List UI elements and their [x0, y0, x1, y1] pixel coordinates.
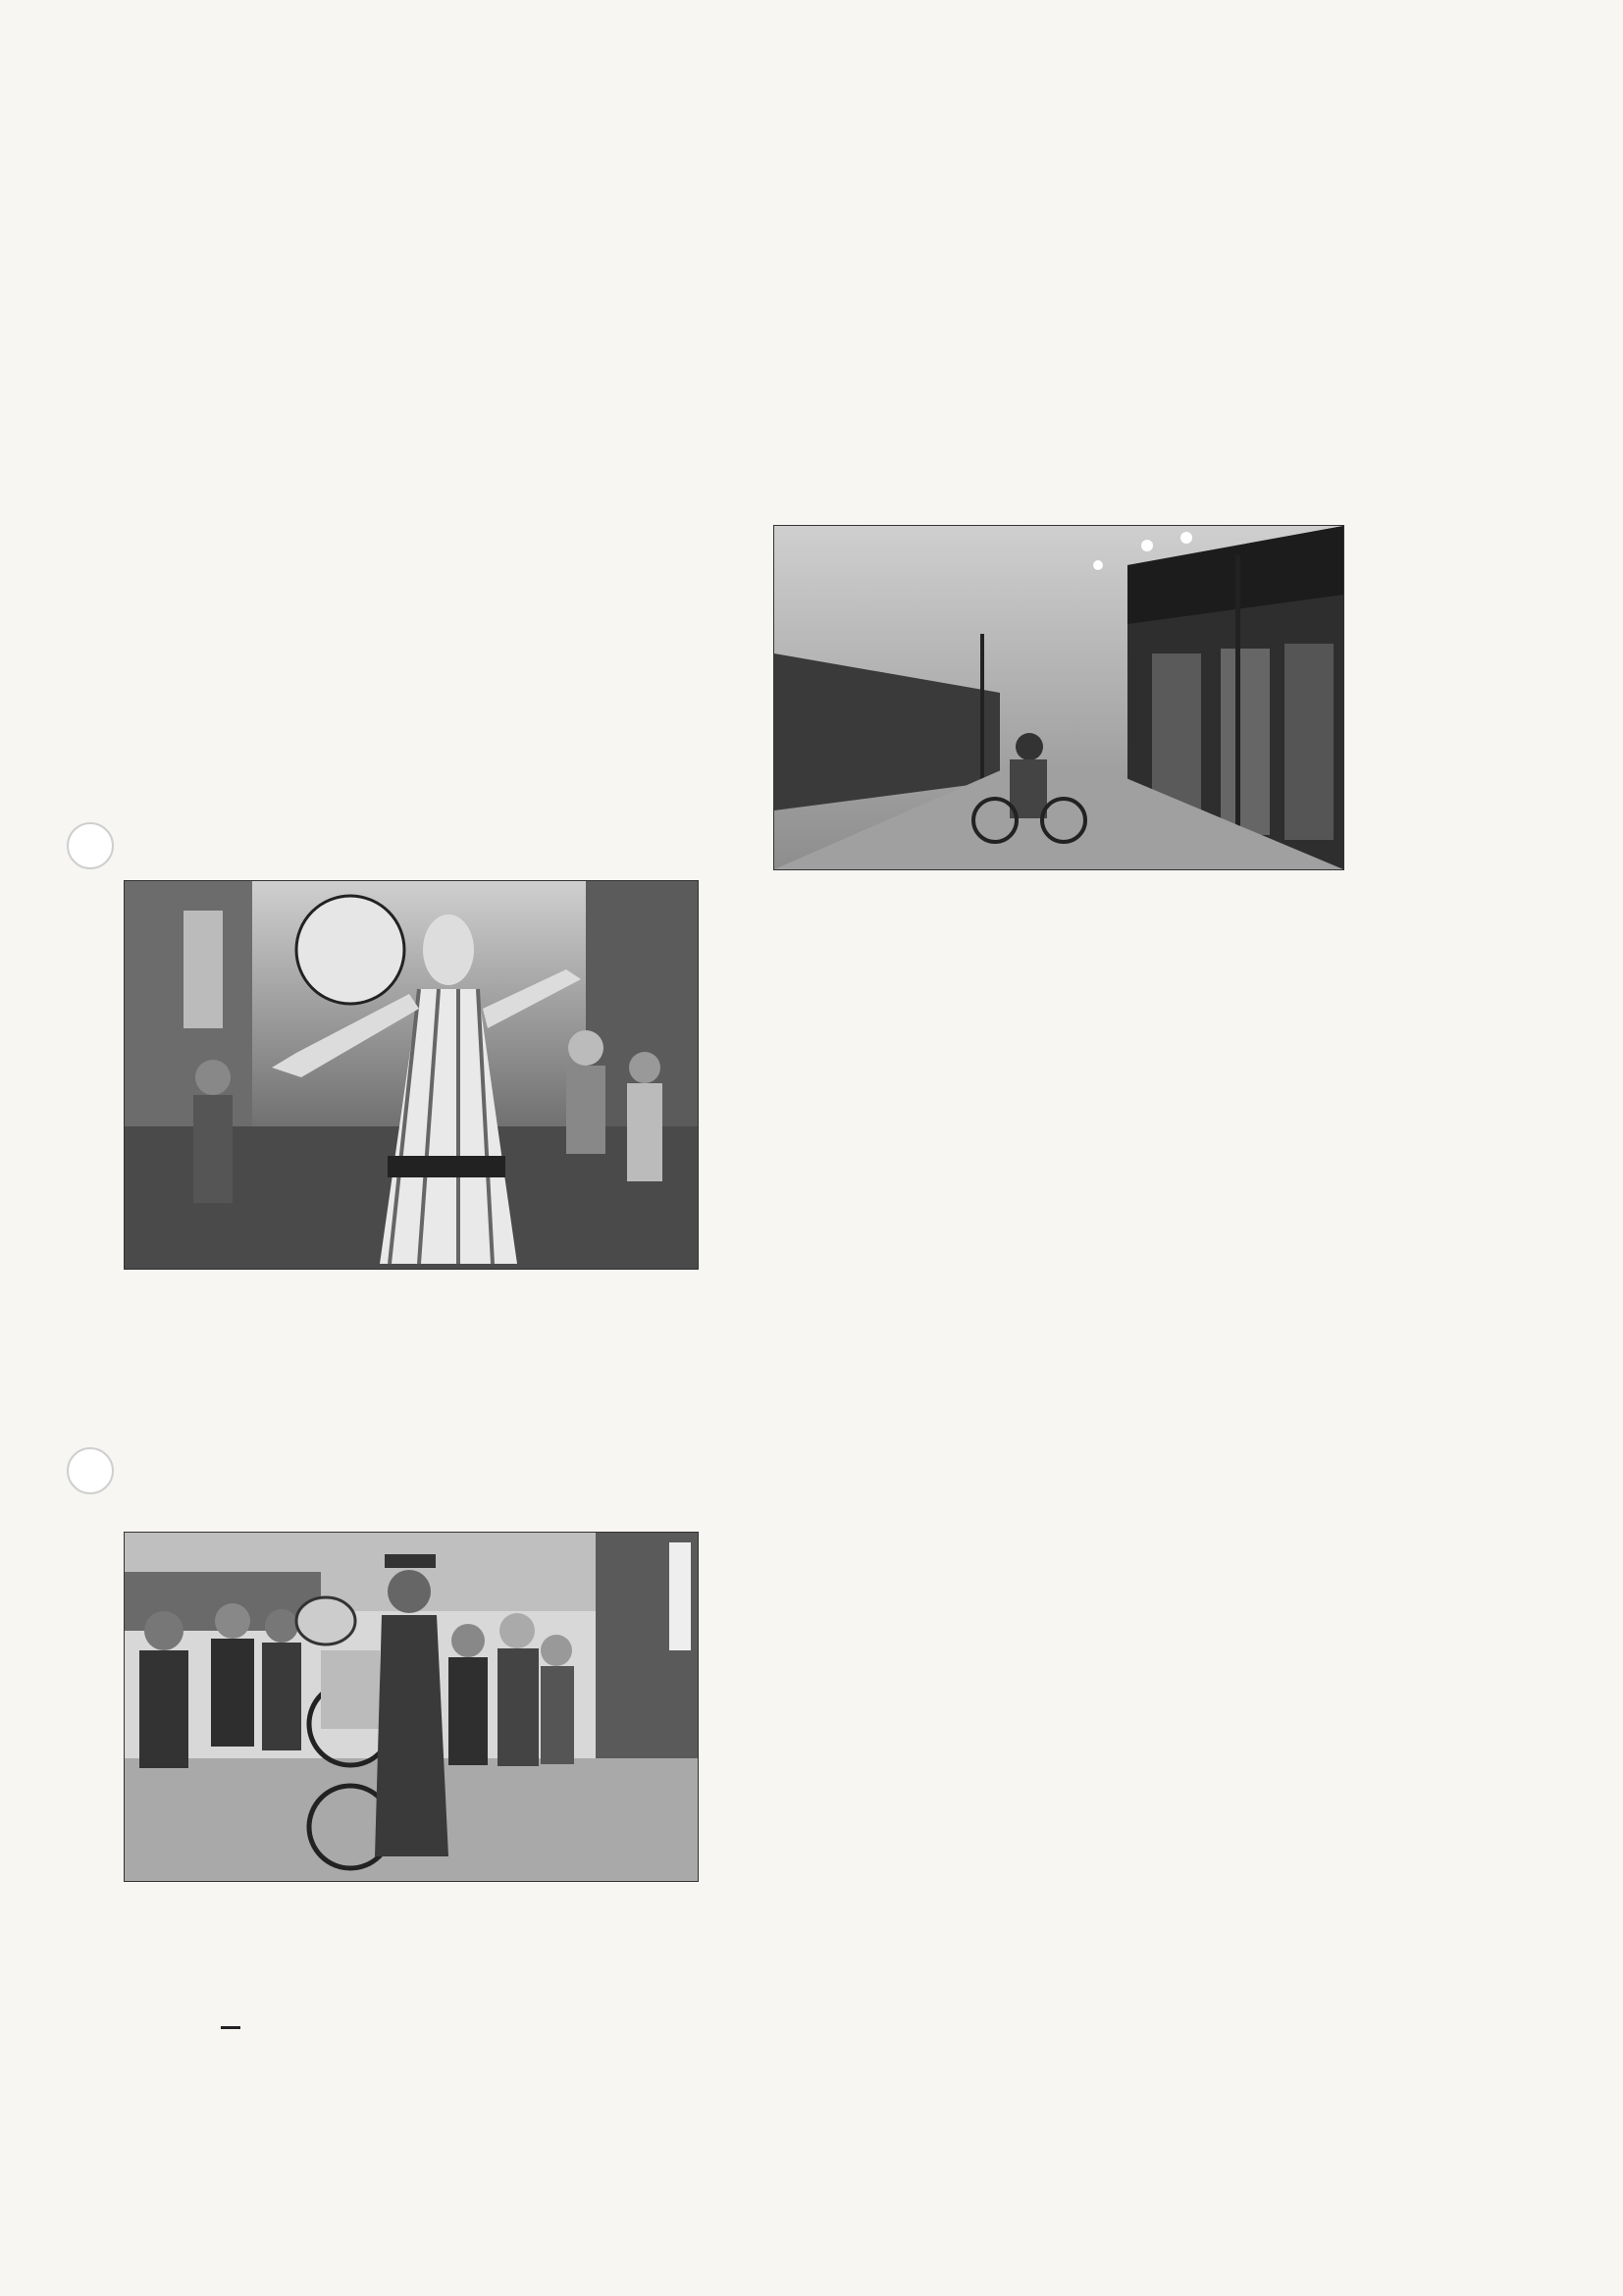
divider: [221, 2026, 240, 2029]
photo-4-festival: [124, 880, 699, 1270]
punch-hole: [67, 1447, 114, 1494]
references-section: [770, 1519, 1369, 1525]
photo-5-kamishibai: [124, 1532, 699, 1882]
web-references-section: [770, 1744, 1379, 1749]
photo-credit-section: [770, 1941, 1369, 1947]
photo-6-seishodo: [773, 525, 1344, 870]
punch-hole: [67, 822, 114, 869]
